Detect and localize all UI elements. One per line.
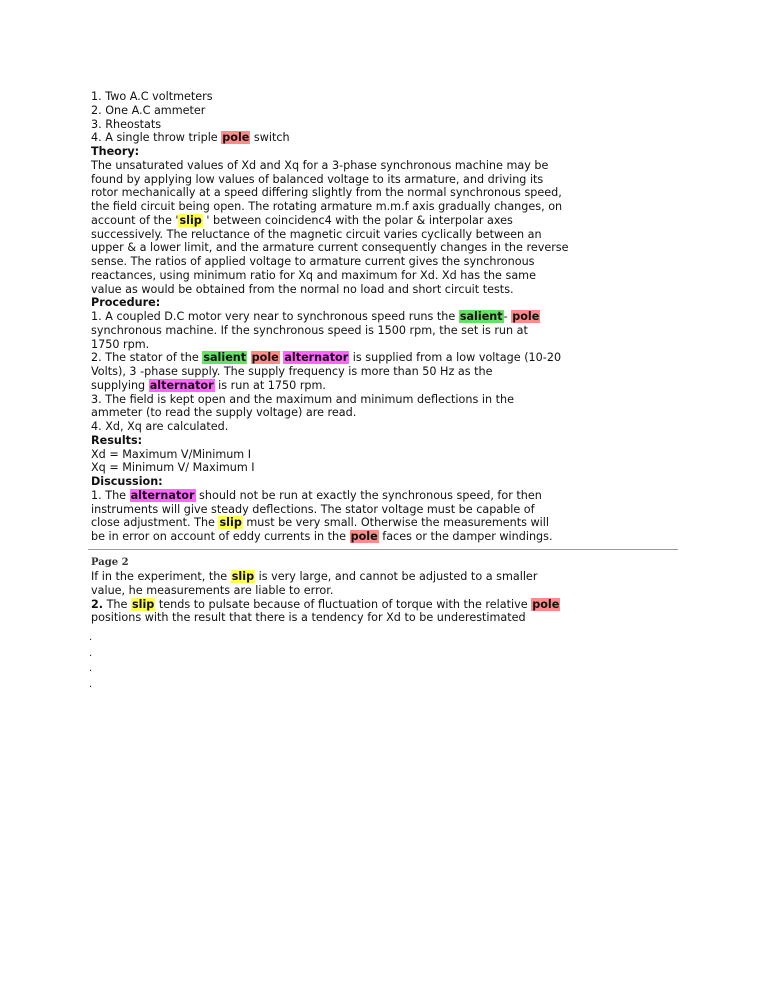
procedure-line: 3. The field is kept open and the maximum and minimum deflections in the [91,392,514,406]
trailing-dots [89,630,92,692]
procedure-line: 1. A coupled D.C motor very near to synchronous speed runs the salient- pole [91,310,540,323]
highlight-pole: pole [251,351,279,365]
theory-line: value as would be obtained from the normal no load and short circuit tests. [91,282,514,296]
page2-line: positions with the result that there is a tendency for Xd to be underestimated [91,611,526,625]
procedure-line: Volts), 3 -phase supply. The supply frequency is more than 50 Hz as the [91,365,493,378]
result-xq: Xq = Minimum V/ Maximum I [91,461,255,475]
theory-line: The unsaturated values of Xd and Xq for a 3-phase synchronous machine may be [91,158,549,172]
highlight-salient: salient [459,310,503,323]
procedure-line: ammeter (to read the supply voltage) are read. [91,406,357,420]
equipment-item: 2. One A.C ammeter [91,103,206,117]
dot: . [89,678,93,690]
procedure-line: 4. Xd, Xq are calculated. [91,420,229,433]
highlight-alternator: alternator [149,378,214,392]
results-heading: Results: [91,433,143,447]
procedure-line: supplying alternator is run at 1750 rpm. [91,378,326,392]
highlight-slip: slip [219,516,242,530]
theory-line: account of the 'slip ' between coincidenc4 with the polar & interpolar axes [91,213,513,227]
theory-line: reactances, using minimum ratio for Xq and maximum for Xd. Xd has the same [91,268,536,282]
highlight-slip: slip [231,570,255,583]
theory-line: found by applying low values of balanced voltage to its armature, and driving its [91,172,544,186]
theory-line: successively. The reluctance of the magnetic circuit varies cyclically between an [91,227,542,241]
page-1-content [91,90,691,544]
highlight-salient: salient [203,351,247,365]
theory-line: the field circuit being open. The rotating armature m.m.f axis gradually changes, on [91,200,563,213]
page2-line: 2. The slip tends to pulsate because of fluctuation of torque with the relative pole [91,597,560,611]
procedure-heading: Procedure: [91,296,161,310]
highlight-alternator: alternator [130,488,195,502]
page-2-content [91,556,691,625]
theory-line: rotor mechanically at a speed differing slightly from the normal synchronous speed, [91,186,562,200]
theory-line: upper & a lower limit, and the armature current consequently changes in the reverse [91,241,569,255]
equipment-item: 4. A single throw triple pole switch [91,131,290,145]
discussion-line: instruments will give steady deflections. The stator voltage must be capable of [91,502,535,516]
discussion-line: 1. The alternator should not be run at exactly the synchronous speed, for then [91,488,542,502]
procedure-line: 2. The stator of the salient pole alternator is supplied from a low voltage (10-20 [91,351,562,365]
procedure-line: synchronous machine. If the synchronous speed is 1500 rpm, the set is run at [91,323,528,337]
highlight-pole: pole [512,310,540,323]
dot: . [89,632,93,643]
equipment-item: 1. Two A.C voltmeters [91,90,213,103]
page-label: Page 2 [91,557,129,568]
page2-line: value, he measurements are liable to error. [91,583,334,597]
theory-line: sense. The ratios of applied voltage to armature current gives the synchronous [91,255,535,268]
page-divider [88,549,678,550]
theory-heading: Theory: [91,145,140,158]
dot: . [89,647,93,659]
discussion-line: close adjustment. The slip must be very small. Otherwise the measurements will [91,516,549,530]
result-xd: Xd = Maximum V/Minimum I [91,447,252,461]
highlight-pole: pole [532,597,560,611]
highlight-slip: slip [179,213,202,227]
highlight-slip: slip [131,597,155,611]
dot: . [89,663,93,674]
procedure-line: 1750 rpm. [91,337,150,351]
highlight-pole: pole [350,530,378,543]
discussion-heading: Discussion: [91,475,163,488]
equipment-item: 3. Rheostats [91,117,162,131]
highlight-pole: pole [222,131,250,145]
discussion-line: be in error on account of eddy currents in the pole faces or the damper windings. [91,530,553,543]
page2-line: If in the experiment, the slip is very large, and cannot be adjusted to a smaller [91,570,538,583]
highlight-alternator: alternator [284,351,349,365]
